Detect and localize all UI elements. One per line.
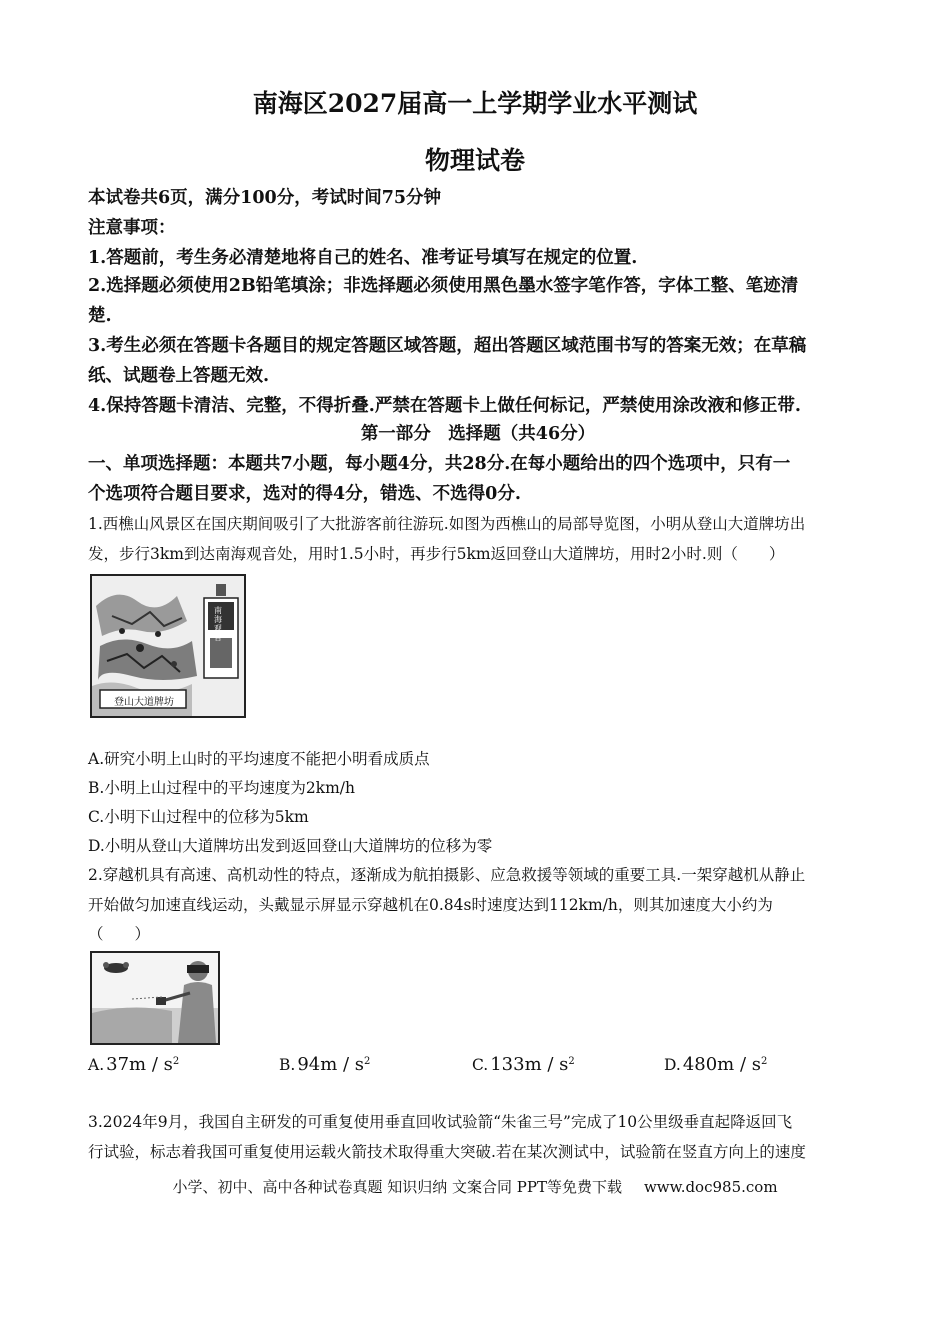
q1-option-d: D.小明从登山大道牌坊出发到返回登山大道牌坊的位移为零 [88, 837, 493, 855]
notice-item-3-cont: 纸、试题卷上答题无效. [88, 366, 270, 386]
map-start-label: 登山大道牌坊 [114, 697, 174, 708]
notice-item-2-cont: 楚. [88, 306, 112, 326]
q2-options [88, 1054, 868, 1086]
q2-option-c [472, 1054, 575, 1075]
option-value: 37m / s [106, 1054, 173, 1075]
option-exponent: 2 [760, 1055, 768, 1067]
option-letter: D. [664, 1056, 681, 1074]
exam-title: 南海区2027届高一上学期学业水平测试 [252, 89, 698, 118]
drone-pilot-illustration [92, 953, 218, 1043]
option-value: 94m / s [297, 1054, 365, 1075]
option-exponent: 2 [364, 1055, 371, 1067]
q1-option-c: C.小明下山过程中的位移为5km [88, 808, 309, 826]
option-letter: B. [279, 1056, 296, 1074]
map-sign-label: 南海观音 [214, 606, 222, 642]
q2-option-b [279, 1054, 370, 1075]
q2-option-d [664, 1054, 767, 1075]
q2-stem-cont: 开始做匀加速直线运动，头戴显示屏显示穿越机在0.84s时速度达到112km/h，则其加速度大小约为 [88, 896, 773, 914]
option-value: 480m / s [682, 1054, 761, 1075]
q1-map-figure [90, 574, 246, 718]
notice-item-2: 2.选择题必须使用2B铅笔填涂；非选择题必须使用黑色墨水签字笔作答，字体工整、笔迹清 [88, 276, 799, 296]
q2-option-a [88, 1054, 179, 1075]
part1-heading: 第一部分 选择题（共46分） [360, 424, 596, 444]
q1-option-b: B.小明上山过程中的平均速度为2km/h [88, 779, 355, 797]
q2-drone-figure [90, 951, 220, 1045]
exam-info: 本试卷共6页，满分100分，考试时间75分钟 [88, 188, 442, 208]
q1-stem-cont: 发，步行3km到达南海观音处，用时1.5小时，再步行5km返回登山大道牌坊，用时2小时.则（ ） [88, 545, 785, 563]
option-exponent: 2 [568, 1055, 575, 1067]
option-exponent: 2 [172, 1055, 180, 1067]
option-letter: A. [88, 1056, 105, 1074]
footer-text: 小学、初中、高中各种试卷真题 知识归纳 文案合同 PPT等免费下载 [172, 1178, 622, 1196]
notice-item-1: 1.答题前，考生务必清楚地将自己的姓名、准考证号填写在规定的位置. [88, 248, 638, 268]
q3-stem: 3.2024年9月，我国自主研发的可重复使用垂直回收试验箭“朱雀三号”完成了10公里级垂直起降返回飞 [88, 1113, 793, 1131]
q1-option-a: A.研究小明上山时的平均速度不能把小明看成质点 [88, 750, 430, 768]
notice-item-4: 4.保持答题卡清洁、完整，不得折叠.严禁在答题卡上做任何标记，严禁使用涂改液和修正带. [88, 396, 801, 416]
section-heading: 一、单项选择题：本题共7小题，每小题4分，共28分.在每小题给出的四个选项中，只有一 [88, 454, 791, 474]
notice-item-3: 3.考生必须在答题卡各题目的规定答题区域答题，超出答题区域范围书写的答案无效；在草稿 [88, 336, 807, 356]
section-heading-cont: 个选项符合题目要求，选对的得4分，错选、不选得0分. [88, 484, 521, 504]
option-letter: C. [472, 1056, 489, 1074]
page-footer [0, 1176, 950, 1197]
q2-stem: 2.穿越机具有高速、高机动性的特点，逐渐成为航拍摄影、应急救援等领域的重要工具.一架穿越机从静止 [88, 866, 806, 884]
notice-heading: 注意事项： [88, 218, 176, 238]
q1-stem: 1.西樵山风景区在国庆期间吸引了大批游客前往游玩.如图为西樵山的局部导览图，小明从登山大道牌坊出 [88, 515, 806, 533]
q3-stem-cont: 行试验，标志着我国可重复使用运载火箭技术取得重大突破.若在某次测试中，试验箭在竖直方向上的速度 [88, 1143, 806, 1161]
footer-site-link[interactable]: www.doc985.com [643, 1178, 778, 1196]
option-value: 133m / s [490, 1054, 569, 1075]
exam-subtitle: 物理试卷 [424, 146, 525, 175]
q2-stem-paren: （ ） [88, 925, 151, 943]
